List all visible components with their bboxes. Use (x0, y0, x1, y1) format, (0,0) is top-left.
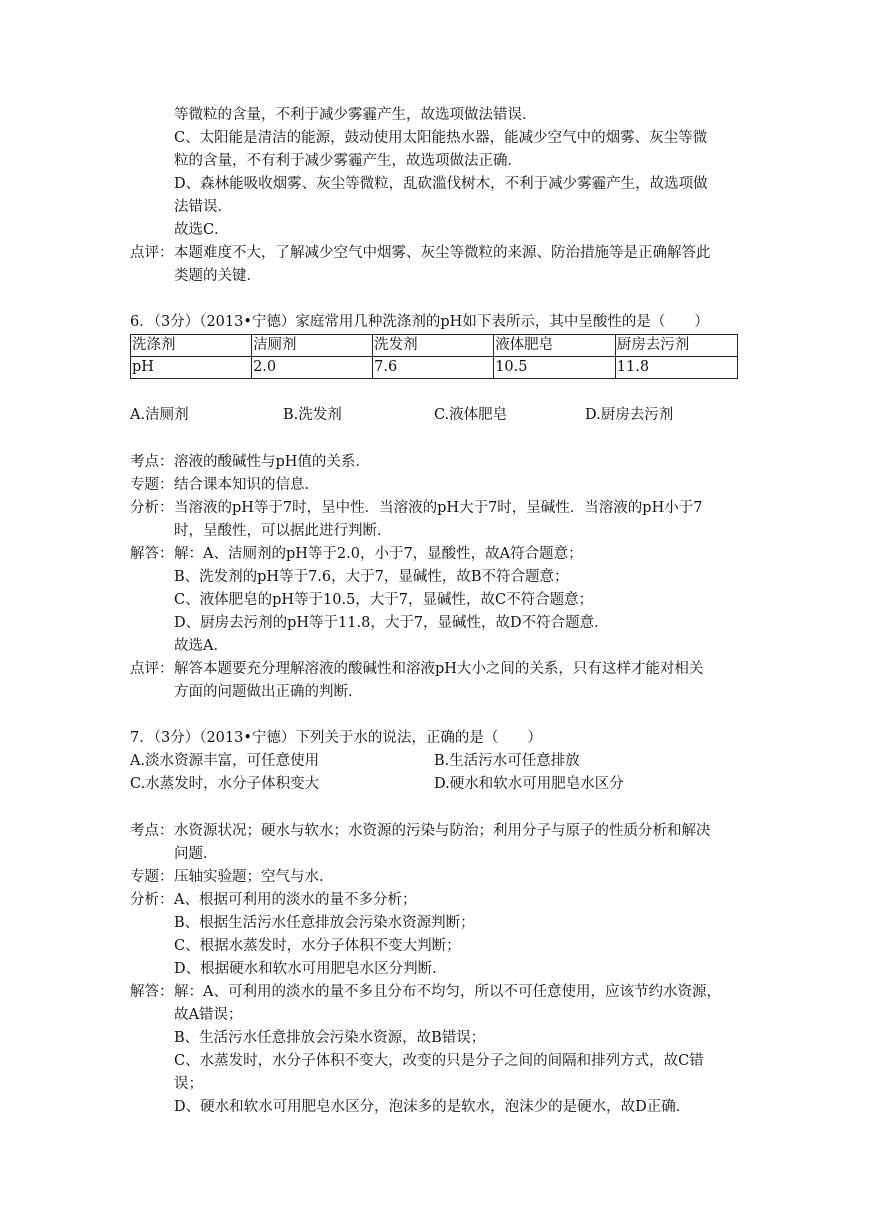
table-cell: 7.6 (373, 357, 494, 379)
q6-zhuanti-label: 专题： (130, 477, 174, 493)
prev-comment-line: 类题的关键． (174, 268, 261, 284)
q7-zhuanti-label: 专题： (130, 869, 174, 885)
q6-jieda-line: B、洗发剂的pH等于7.6，大于7，显碱性，故B不符合题意； (174, 569, 569, 585)
q6-dianping-line: 方面的问题做出正确的判断． (174, 684, 363, 700)
table-cell: 洗涤剂 (131, 335, 252, 357)
q7-jieda-line: C、水蒸发时，水分子体积不变大，改变的只是分子之间的间隔和排列方式，故C错 (174, 1053, 704, 1069)
q6-option-b: B.洗发剂 (283, 407, 342, 423)
q6-zhuanti: 结合课本知识的信息． (174, 477, 319, 493)
q7-fenxi-line: B、根据生活污水任意排放会污染水资源判断； (174, 915, 475, 931)
q7-zhuanti: 压轴实验题；空气与水． (174, 869, 334, 885)
prev-comment-label: 点评： (130, 245, 174, 261)
q6-fenxi-line: 时，呈酸性，可以据此进行判断． (174, 523, 392, 539)
q6-jieda-label: 解答： (130, 546, 174, 562)
table-row (131, 357, 738, 379)
prev-comment-line: 本题难度不大，了解减少空气中烟雾、灰尘等微粒的来源、防治措施等是正确解答此 (174, 245, 711, 261)
table-cell: 洗发剂 (373, 335, 494, 357)
q7-jieda-line: 故A错误； (174, 1007, 243, 1023)
q6-option-d: D.厨房去污剂 (585, 407, 674, 423)
q6-dianping-line: 解答本题要充分理解溶液的酸碱性和溶液pH大小之间的关系，只有这样才能对相关 (174, 661, 704, 677)
table-cell: 11.8 (615, 357, 737, 379)
q6-stem: 6．（3分）（2013•宁德）家庭常用几种洗涤剂的pH如下表所示，其中呈酸性的是（ ） (130, 314, 709, 330)
prev-line: 法错误． (174, 199, 232, 215)
prev-line: 等微粒的含量，不利于减少雾霾产生，故选项做法错误． (174, 107, 537, 123)
q6-dianping-label: 点评： (130, 661, 174, 677)
prev-line: C、太阳能是清洁的能源，鼓动使用太阳能热水器，能减少空气中的烟雾、灰尘等微 (174, 130, 708, 146)
q7-jieda-label: 解答： (130, 984, 174, 1000)
table-cell: 洁厕剂 (252, 335, 373, 357)
prev-line: D、森林能吸收烟雾、灰尘等微粒，乱砍滥伐树木，不利于减少雾霾产生，故选项做 (174, 176, 708, 192)
q7-fenxi-line: D、根据硬水和软水可用肥皂水区分判断． (174, 961, 447, 977)
q7-option-a: A.淡水资源丰富，可任意使用 (130, 753, 320, 769)
prev-answer: 故选C． (174, 222, 229, 238)
table-cell: 2.0 (252, 357, 373, 379)
q6-answer: 故选A． (174, 638, 228, 654)
table-cell: 10.5 (494, 357, 616, 379)
q7-kaodian-line: 水资源状况；硬水与软水；水资源的污染与防治；利用分子与原子的性质分析和解决 (174, 823, 711, 839)
table-cell: 液体肥皂 (494, 335, 616, 357)
q6-kaodian-label: 考点： (130, 454, 174, 470)
q6-options (130, 404, 830, 426)
table-header-row (131, 335, 738, 357)
ph-table (130, 334, 738, 379)
q7-jieda-line: 误； (174, 1076, 203, 1092)
table-cell: 厨房去污剂 (615, 335, 737, 357)
q7-fenxi-line: A、根据可利用的淡水的量不多分析； (174, 892, 417, 908)
table-cell: pH (131, 357, 252, 379)
q7-stem: 7．（3分）（2013•宁德）下列关于水的说法，正确的是（ ） (130, 730, 542, 746)
q6-jieda-line: C、液体肥皂的pH等于10.5，大于7，显碱性，故C不符合题意； (174, 592, 594, 608)
q6-jieda-line: D、厨房去污剂的pH等于11.8，大于7，显碱性，故D不符合题意． (174, 615, 609, 631)
q7-jieda-line: 解：A、可利用的淡水的量不多且分布不均匀，所以不可任意使用，应该节约水资源， (174, 984, 721, 1000)
q7-option-b: B.生活污水可任意排放 (434, 753, 580, 769)
q7-kaodian-label: 考点： (130, 823, 174, 839)
q7-kaodian-line: 问题． (174, 846, 218, 862)
q6-fenxi-line: 当溶液的pH等于7时，呈中性．当溶液的pH大于7时，呈碱性．当溶液的pH小于7 (174, 500, 703, 516)
q6-jieda-line: 解：A、洁厕剂的pH等于2.0，小于7，显酸性，故A符合题意； (174, 546, 583, 562)
q7-jieda-line: B、生活污水任意排放会污染水资源，故B错误； (174, 1030, 486, 1046)
q6-kaodian: 溶液的酸碱性与pH值的关系． (174, 454, 370, 470)
q7-fenxi-label: 分析： (130, 892, 174, 908)
q6-option-c: C.液体肥皂 (434, 407, 508, 423)
q6-option-a: A.洁厕剂 (130, 407, 189, 423)
q7-option-c: C.水蒸发时，水分子体积变大 (130, 776, 320, 792)
q7-fenxi-line: C、根据水蒸发时，水分子体积不变大判断； (174, 938, 461, 954)
q6-fenxi-label: 分析： (130, 500, 174, 516)
prev-line: 粒的含量，不有利于减少雾霾产生，故选项做法正确． (174, 153, 522, 169)
q7-option-d: D.硬水和软水可用肥皂水区分 (434, 776, 624, 792)
q7-jieda-line: D、硬水和软水可用肥皂水区分，泡沫多的是软水，泡沫少的是硬水，故D正确． (174, 1099, 691, 1115)
